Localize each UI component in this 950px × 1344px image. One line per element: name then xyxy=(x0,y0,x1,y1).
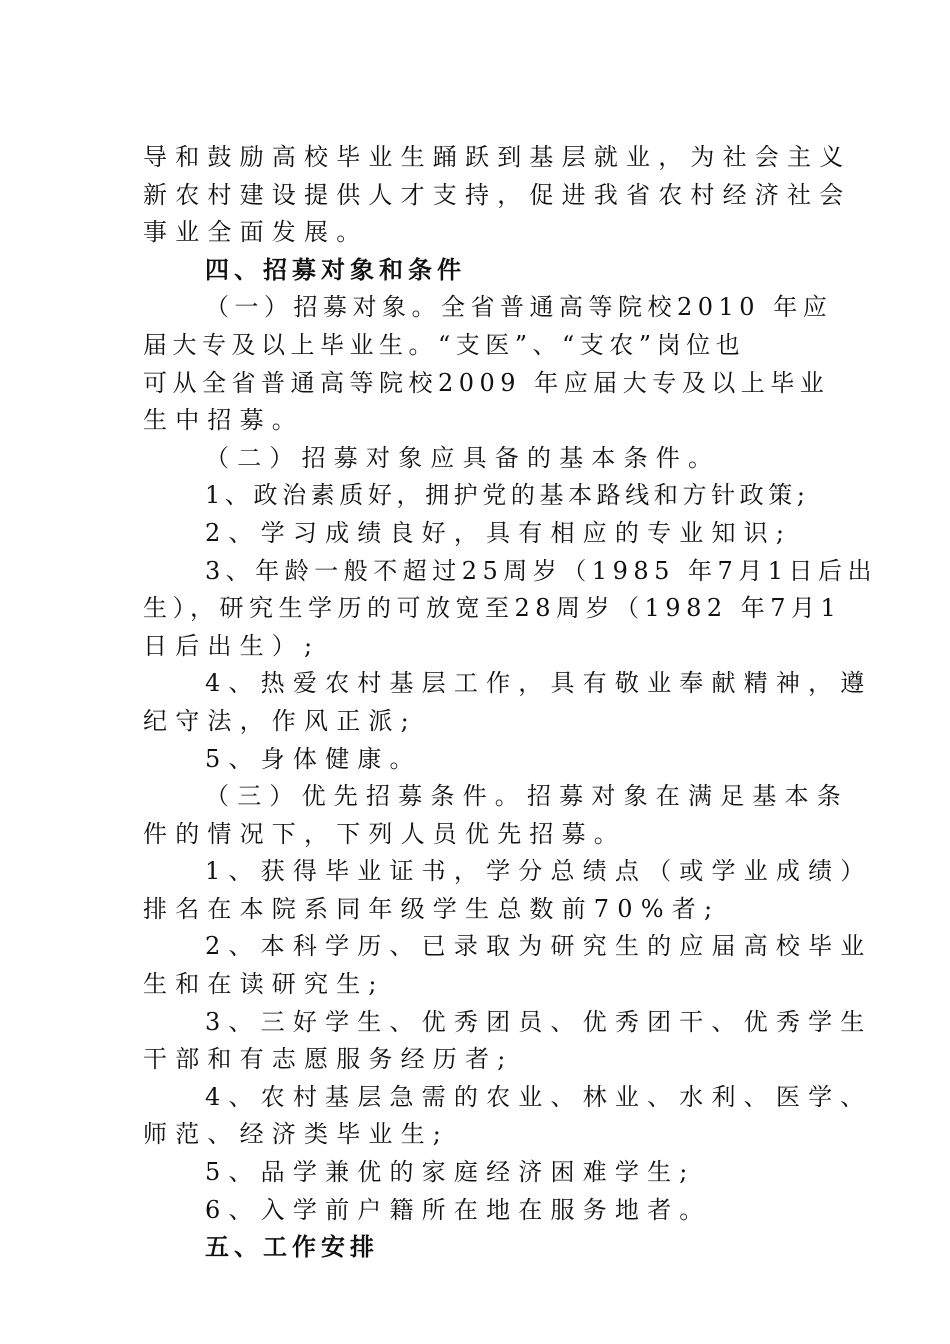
list-item: 4、农村基层急需的农业、林业、水利、医学、 xyxy=(205,1082,873,1111)
list-item: 6、入学前户籍所在地在服务地者。 xyxy=(205,1195,712,1224)
body-text-line: 件的情况下，下列人员优先招募。 xyxy=(143,819,626,848)
list-item: 1、政治素质好，拥护党的基本路线和方针政策; xyxy=(205,481,810,510)
body-text-line: 师范、经济类毕业生; xyxy=(143,1120,450,1149)
body-text-line: 生和在读研究生; xyxy=(143,970,385,999)
body-text-line: 生），研究生学历的可放宽至28周岁（1982 年7月1 xyxy=(143,594,842,623)
list-item: 4、热爱农村基层工作，具有敬业奉献精神，遵 xyxy=(205,669,873,698)
document-body xyxy=(143,139,878,1267)
section-heading-4: 四、招募对象和条件 xyxy=(205,255,466,284)
body-text-line: 生中招募。 xyxy=(143,406,304,435)
list-item: 5、品学兼优的家庭经济困难学生; xyxy=(205,1158,696,1187)
subsection-priority-conditions: （三）优先招募条件。招募对象在满足基本条 xyxy=(205,782,849,811)
body-text-line: 导和鼓励高校毕业生踊跃到基层就业，为社会主义 xyxy=(143,143,852,171)
list-item: 5、身体健康。 xyxy=(205,744,422,773)
list-item: 3、三好学生、优秀团员、优秀团干、优秀学生 xyxy=(205,1007,873,1036)
body-text-line: 日后出生）; xyxy=(143,631,321,660)
section-heading-5: 五、工作安排 xyxy=(205,1233,379,1262)
body-text-line: 干部和有志愿服务经历者; xyxy=(143,1045,514,1074)
list-item: 2、学习成绩良好，具有相应的专业知识; xyxy=(205,518,793,547)
list-item: 2、本科学历、已录取为研究生的应届高校毕业 xyxy=(205,932,873,961)
body-text-line: 新农村建设提供人才支持，促进我省农村经济社会 xyxy=(143,180,852,209)
subsection-recruitment-target: （一）招募对象。全省普通高等院校2010 年应 xyxy=(205,293,833,322)
body-text-line: 排名在本院系同年级学生总数前70%者; xyxy=(143,894,721,923)
list-item: 3、年龄一般不超过25周岁（1985 年7月1日后出 xyxy=(205,556,878,585)
body-text-line: 届大专及以上毕业生。“支医”、“支农”岗位也 xyxy=(143,330,746,359)
body-text-line: 纪守法，作风正派; xyxy=(143,706,417,735)
body-text-line: 事业全面发展。 xyxy=(143,218,369,247)
subsection-basic-conditions: （二）招募对象应具备的基本条件。 xyxy=(205,443,721,472)
body-text-line: 可从全省普通高等院校2009 年应届大专及以上毕业 xyxy=(143,368,830,397)
list-item: 1、获得毕业证书，学分总绩点（或学业成绩） xyxy=(205,857,873,886)
